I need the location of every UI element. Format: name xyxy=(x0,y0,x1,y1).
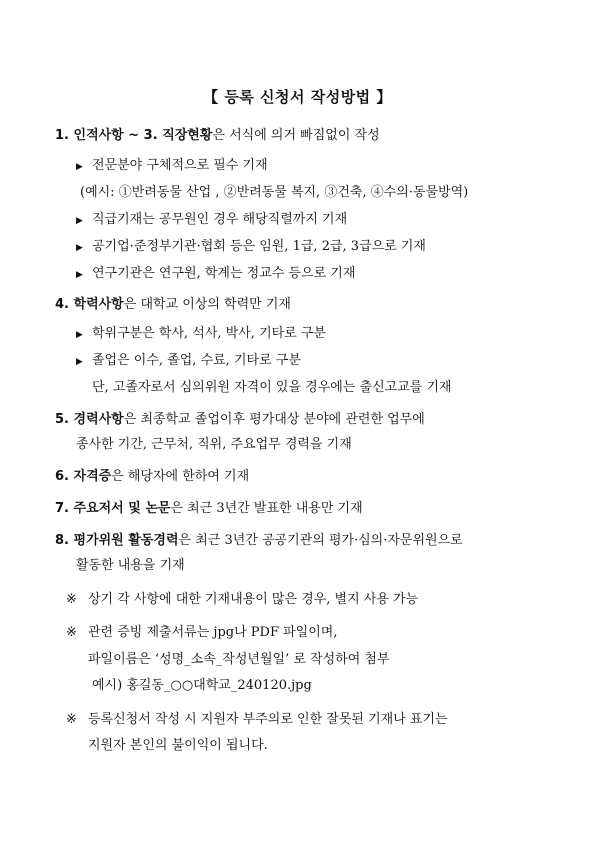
bullet-icon: ▶ xyxy=(76,357,83,367)
list-item: ▶ 공기업·준정부기관·협회 등은 임원, 1급, 2급, 3급으로 기재 xyxy=(76,238,426,257)
section-4 xyxy=(55,296,291,314)
note-line: 파일이름은 ‘성명_소속_작성년월일’ 로 작성하여 첨부 xyxy=(88,652,390,667)
list-item: (예시: ①반려동물 산업 , ②반려동물 복지, ③건축, ④수의·동물방역) xyxy=(80,185,469,200)
section-continuation: 종사한 기간, 근무처, 직위, 주요업무 경력을 기재 xyxy=(76,437,352,452)
section-text: 은 최근 3년간 발표한 내용만 기재 xyxy=(170,501,363,516)
list-item: ▶ 직급기재는 공무원인 경우 해당직렬까지 기재 xyxy=(76,211,347,230)
section-heading: 5. 경력사항 xyxy=(55,412,124,427)
section-text: 은 최종학교 졸업이후 평가대상 분야에 관련한 업무에 xyxy=(123,412,425,427)
note: ※ 관련 증빙 제출서류는 jpg나 PDF 파일이며, xyxy=(66,625,338,640)
section-heading: 6. 자격증 xyxy=(55,469,112,484)
section-text: 은 대학교 이상의 학력만 기재 xyxy=(123,297,291,312)
bullet-icon: ▶ xyxy=(76,216,83,226)
list-item: ▶ 전문분야 구체적으로 필수 기재 xyxy=(76,157,268,176)
bullet-icon: ▶ xyxy=(76,243,83,253)
section-6 xyxy=(55,468,249,486)
section-1 xyxy=(55,127,380,145)
note-line: 지원자 본인의 불이익이 됩니다. xyxy=(88,738,268,753)
bullet-icon: ▶ xyxy=(76,270,83,280)
note-line: 예시) 홍길동_○○대학교_240120.jpg xyxy=(92,678,312,693)
section-continuation: 활동한 내용을 기재 xyxy=(76,558,185,573)
section-heading: 1. 인적사항 ~ 3. 직장현황 xyxy=(55,128,213,143)
list-item: ▶ 학위구분은 학사, 석사, 박사, 기타로 구분 xyxy=(76,325,326,344)
section-heading: 8. 평가위원 활동경력 xyxy=(55,533,179,548)
section-heading: 4. 학력사항 xyxy=(55,297,124,312)
reference-mark-icon: ※ xyxy=(66,712,77,727)
bullet-icon: ▶ xyxy=(76,162,83,172)
section-7 xyxy=(55,500,363,518)
reference-mark-icon: ※ xyxy=(66,625,77,640)
list-item: 단, 고졸자로서 심의위원 자격이 있을 경우에는 출신고교를 기재 xyxy=(92,380,452,395)
bullet-icon: ▶ xyxy=(76,330,83,340)
note: ※ 상기 각 사항에 대한 기재내용이 많은 경우, 별지 사용 가능 xyxy=(66,592,419,607)
reference-mark-icon: ※ xyxy=(66,592,77,607)
section-text: 은 서식에 의거 빠짐없이 작성 xyxy=(212,128,380,143)
note: ※ 등록신청서 작성 시 지원자 부주의로 인한 잘못된 기재나 표기는 xyxy=(66,712,448,727)
section-5 xyxy=(55,411,425,429)
page-title: 【 등록 신청서 작성방법 】 xyxy=(203,88,392,106)
list-item: ▶ 졸업은 이수, 졸업, 수료, 기타로 구분 xyxy=(76,352,301,371)
section-text: 은 해당자에 한하여 기재 xyxy=(111,469,250,484)
section-text: 은 최근 3년간 공공기관의 평가·심의·자문위원으로 xyxy=(178,533,463,548)
section-8 xyxy=(55,532,463,550)
list-item: ▶ 연구기관은 연구원, 학계는 정교수 등으로 기재 xyxy=(76,265,355,284)
section-heading: 7. 주요저서 및 논문 xyxy=(55,501,171,516)
